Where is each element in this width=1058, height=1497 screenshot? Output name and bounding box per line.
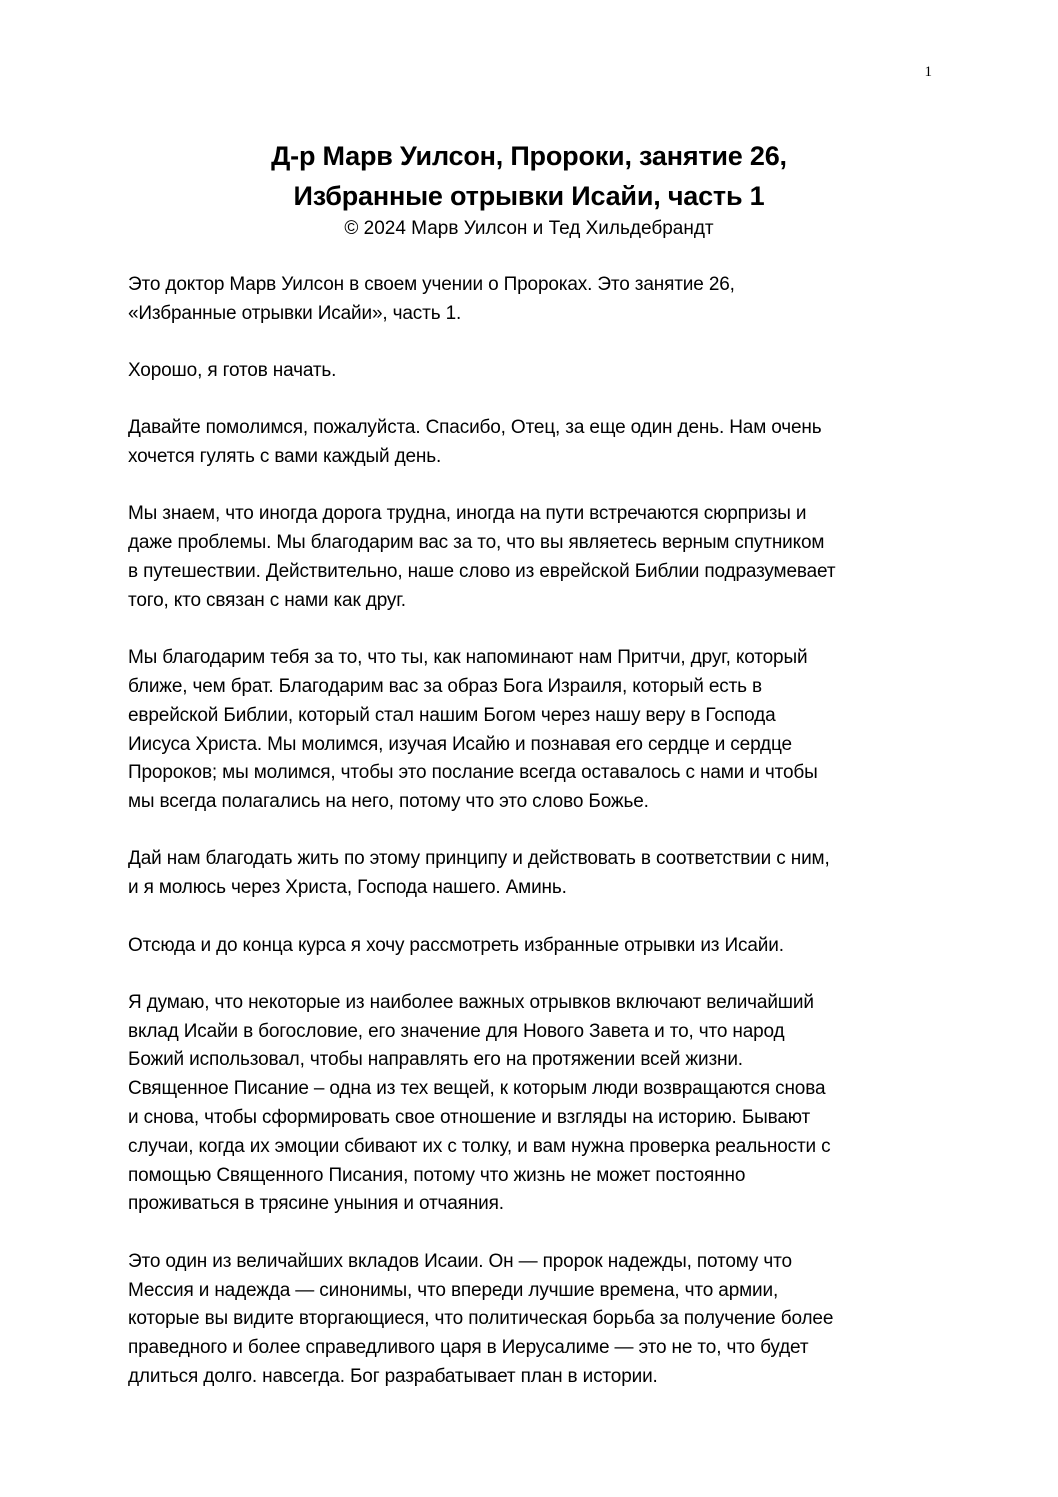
paragraph-line: Священное Писание – одна из тех вещей, к которым люди возвращаются снова — [128, 1078, 826, 1100]
paragraph-line: Мессия и надежда — синонимы, что впереди лучшие времена, что армии, — [128, 1279, 779, 1301]
paragraph-line: Дай нам благодать жить по этому принципу и действовать в соответствии с ним, — [128, 848, 830, 870]
paragraph-line: еврейской Библии, который стал нашим Богом через нашу веру в Господа — [128, 704, 776, 726]
page-title-line-1: Д-р Марв Уилсон, Пророки, занятие 26, — [271, 141, 787, 171]
paragraph — [128, 414, 934, 472]
paragraph-line: «Избранные отрывки Исайи», часть 1. — [128, 302, 462, 324]
paragraph-line: ближе, чем брат. Благодарим вас за образ Бога Израиля, который есть в — [128, 675, 762, 697]
paragraph-line: и я молюсь через Христа, Господа нашего. Аминь. — [128, 877, 567, 899]
paragraph-line: Пророков; мы молимся, чтобы это послание всегда оставалось с нами и чтобы — [128, 762, 818, 784]
paragraph — [128, 932, 934, 961]
paragraph-line: Это один из величайших вкладов Исаии. Он — пророк надежды, потому что — [128, 1250, 792, 1272]
paragraph-line: Отсюда и до конца курса я хочу рассмотреть избранные отрывки из Исайи. — [128, 934, 784, 956]
paragraph-line: Я думаю, что некоторые из наиболее важных отрывков включают величайший — [128, 991, 814, 1013]
paragraph-line: проживаться в трясине уныния и отчаяния. — [128, 1193, 504, 1215]
page-title-line-2: Избранные отрывки Исайи, часть 1 — [293, 181, 765, 211]
paragraph-line: длиться долго. навсегда. Бог разрабатывает план в истории. — [128, 1365, 658, 1387]
paragraph — [128, 357, 934, 386]
paragraph — [128, 989, 934, 1219]
paragraph-line: Мы благодарим тебя за то, что ты, как напоминают нам Притчи, друг, который — [128, 647, 808, 669]
paragraph-line: мы всегда полагались на него, потому что это слово Божье. — [128, 791, 649, 813]
paragraph-line: праведного и более справедливого царя в Иерусалиме — это не то, что будет — [128, 1337, 809, 1359]
paragraph — [128, 644, 934, 817]
paragraph-line: Иисуса Христа. Мы молимся, изучая Исайю и познавая его сердце и сердце — [128, 733, 792, 755]
paragraph-line: помощью Священного Писания, потому что жизнь не может постоянно — [128, 1164, 746, 1186]
paragraph-line: Хорошо, я готов начать. — [128, 360, 337, 382]
paragraph — [128, 845, 934, 903]
title-block — [0, 136, 1058, 242]
paragraph — [128, 500, 934, 615]
paragraph-line: Мы знаем, что иногда дорога трудна, иногда на пути встречаются сюрпризы и — [128, 503, 807, 525]
paragraph — [128, 271, 934, 329]
page-number: 1 — [924, 64, 932, 80]
paragraph-line: которые вы видите вторгающиеся, что политическая борьба за получение более — [128, 1308, 834, 1330]
paragraph-line: того, кто связан с нами как друг. — [128, 589, 406, 611]
document-body — [128, 271, 934, 1420]
paragraph-line: хочется гулять с вами каждый день. — [128, 446, 442, 468]
paragraph-line: в путешествии. Действительно, наше слово из еврейской Библии подразумевает — [128, 561, 836, 583]
paragraph-line: вклад Исайи в богословие, его значение для Нового Завета и то, что народ — [128, 1020, 785, 1042]
paragraph-line: даже проблемы. Мы благодарим вас за то, что вы являетесь верным спутником — [128, 532, 825, 554]
paragraph-line: Это доктор Марв Уилсон в своем учении о Пророках. Это занятие 26, — [128, 274, 735, 295]
paragraph-line: Давайте помолимся, пожалуйста. Спасибо, Отец, за еще один день. Нам очень — [128, 417, 822, 439]
copyright-notice: © 2024 Марв Уилсон и Тед Хильдебрандт — [344, 218, 714, 239]
paragraph-line: и снова, чтобы сформировать свое отношение и взгляды на историю. Бывают — [128, 1107, 811, 1129]
paragraph — [128, 1248, 934, 1392]
paragraph-line: случаи, когда их эмоции сбивают их с толку, и вам нужна проверка реальности с — [128, 1135, 831, 1157]
paragraph-line: Божий использовал, чтобы направлять его на протяжении всей жизни. — [128, 1049, 743, 1071]
